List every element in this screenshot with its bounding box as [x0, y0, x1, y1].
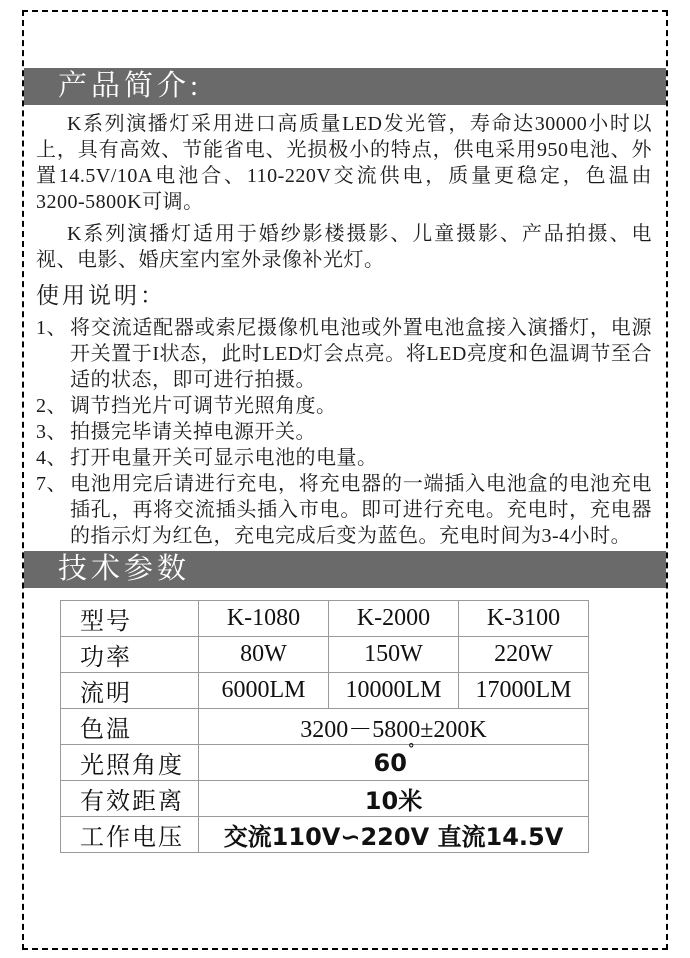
usage-list	[36, 315, 652, 549]
list-item-number: 3、	[36, 421, 67, 443]
section-title-product-intro: 产品简介:	[58, 70, 203, 102]
cell-lumen-2: 10000LM	[329, 673, 459, 709]
cell-beam-angle	[199, 741, 589, 781]
cell-lumen-3: 17000LM	[459, 673, 589, 709]
intro-paragraph-2: K系列演播灯适用于婚纱影楼摄影、儿童摄影、产品拍摄、电视、电影、婚庆室内室外录像补光灯。	[36, 223, 652, 271]
cell-power-2: 150W	[329, 637, 459, 673]
list-item-7	[36, 471, 652, 549]
table-row-model	[61, 601, 589, 637]
list-item-1	[36, 315, 652, 393]
list-item-number: 4、	[36, 447, 67, 469]
list-item-number: 1、	[36, 317, 67, 339]
list-item-text: 调节挡光片可调节光照角度。	[70, 395, 337, 417]
row-label-effective-distance: 有效距离	[61, 781, 199, 817]
list-item-number: 7、	[36, 473, 67, 495]
section-header-tech-specs	[24, 551, 666, 588]
row-label-working-voltage: 工作电压	[61, 817, 199, 853]
list-item-number: 2、	[36, 395, 67, 417]
row-label-model: 型号	[61, 601, 199, 637]
page-border	[22, 10, 668, 950]
cell-lumen-1: 6000LM	[199, 673, 329, 709]
list-item-text: 打开电量开关可显示电池的电量。	[70, 447, 378, 469]
row-label-power: 功率	[61, 637, 199, 673]
cell-color-temp: 3200－5800±200K	[199, 709, 589, 745]
row-label-beam-angle: 光照角度	[61, 745, 199, 781]
list-item-2	[36, 393, 652, 419]
intro-paragraph-1: K系列演播灯采用进口高质量LED发光管，寿命达30000小时以上，具有高效、节能省电、光损极小的特点，供电采用950电池、外置14.5V/10A电池合、110-220V交流供电，质量更稳定，色温由3200-5800K可调。	[36, 113, 652, 213]
cell-power-3: 220W	[459, 637, 589, 673]
list-item-3	[36, 419, 652, 445]
intro-body	[36, 111, 652, 549]
cell-model-k3100: K-3100	[459, 601, 589, 637]
usage-heading: 使用说明：	[36, 283, 166, 308]
table-row-beam-angle	[61, 745, 589, 781]
row-label-lumen: 流明	[61, 673, 199, 709]
list-item-text: 拍摄完毕请关掉电源开关。	[70, 421, 316, 443]
cell-model-k1080: K-1080	[199, 601, 329, 637]
list-item-4	[36, 445, 652, 471]
table-row-effective-distance	[61, 781, 589, 817]
cell-effective-distance: 10米	[199, 781, 589, 817]
table-row-lumen	[61, 673, 589, 709]
cell-working-voltage: 交流110V∽220V 直流14.5V	[199, 817, 589, 853]
table-row-power	[61, 637, 589, 673]
specs-table	[60, 600, 589, 853]
cell-power-1: 80W	[199, 637, 329, 673]
table-row-working-voltage	[61, 817, 589, 853]
list-item-text: 电池用完后请进行充电，将充电器的一端插入电池盒的电池充电插孔，再将交流插头插入市电。即可进行充电。充电时，充电器的指示灯为红色，充电完成后变为蓝色。充电时间为3-4小时。	[70, 473, 652, 547]
list-item-text: 将交流适配器或索尼摄像机电池或外置电池盒接入演播灯，电源开关置于I状态，此时LED灯会点亮。将LED亮度和色温调节至合适的状态，即可进行拍摄。	[70, 317, 652, 391]
degree-mark: °	[407, 741, 415, 757]
cell-model-k2000: K-2000	[329, 601, 459, 637]
section-title-tech-specs: 技术参数	[58, 553, 191, 585]
row-label-color-temp: 色温	[61, 709, 199, 745]
section-header-product-intro	[24, 68, 666, 105]
table-row-color-temp	[61, 709, 589, 745]
beam-angle-value: 60	[373, 748, 407, 777]
